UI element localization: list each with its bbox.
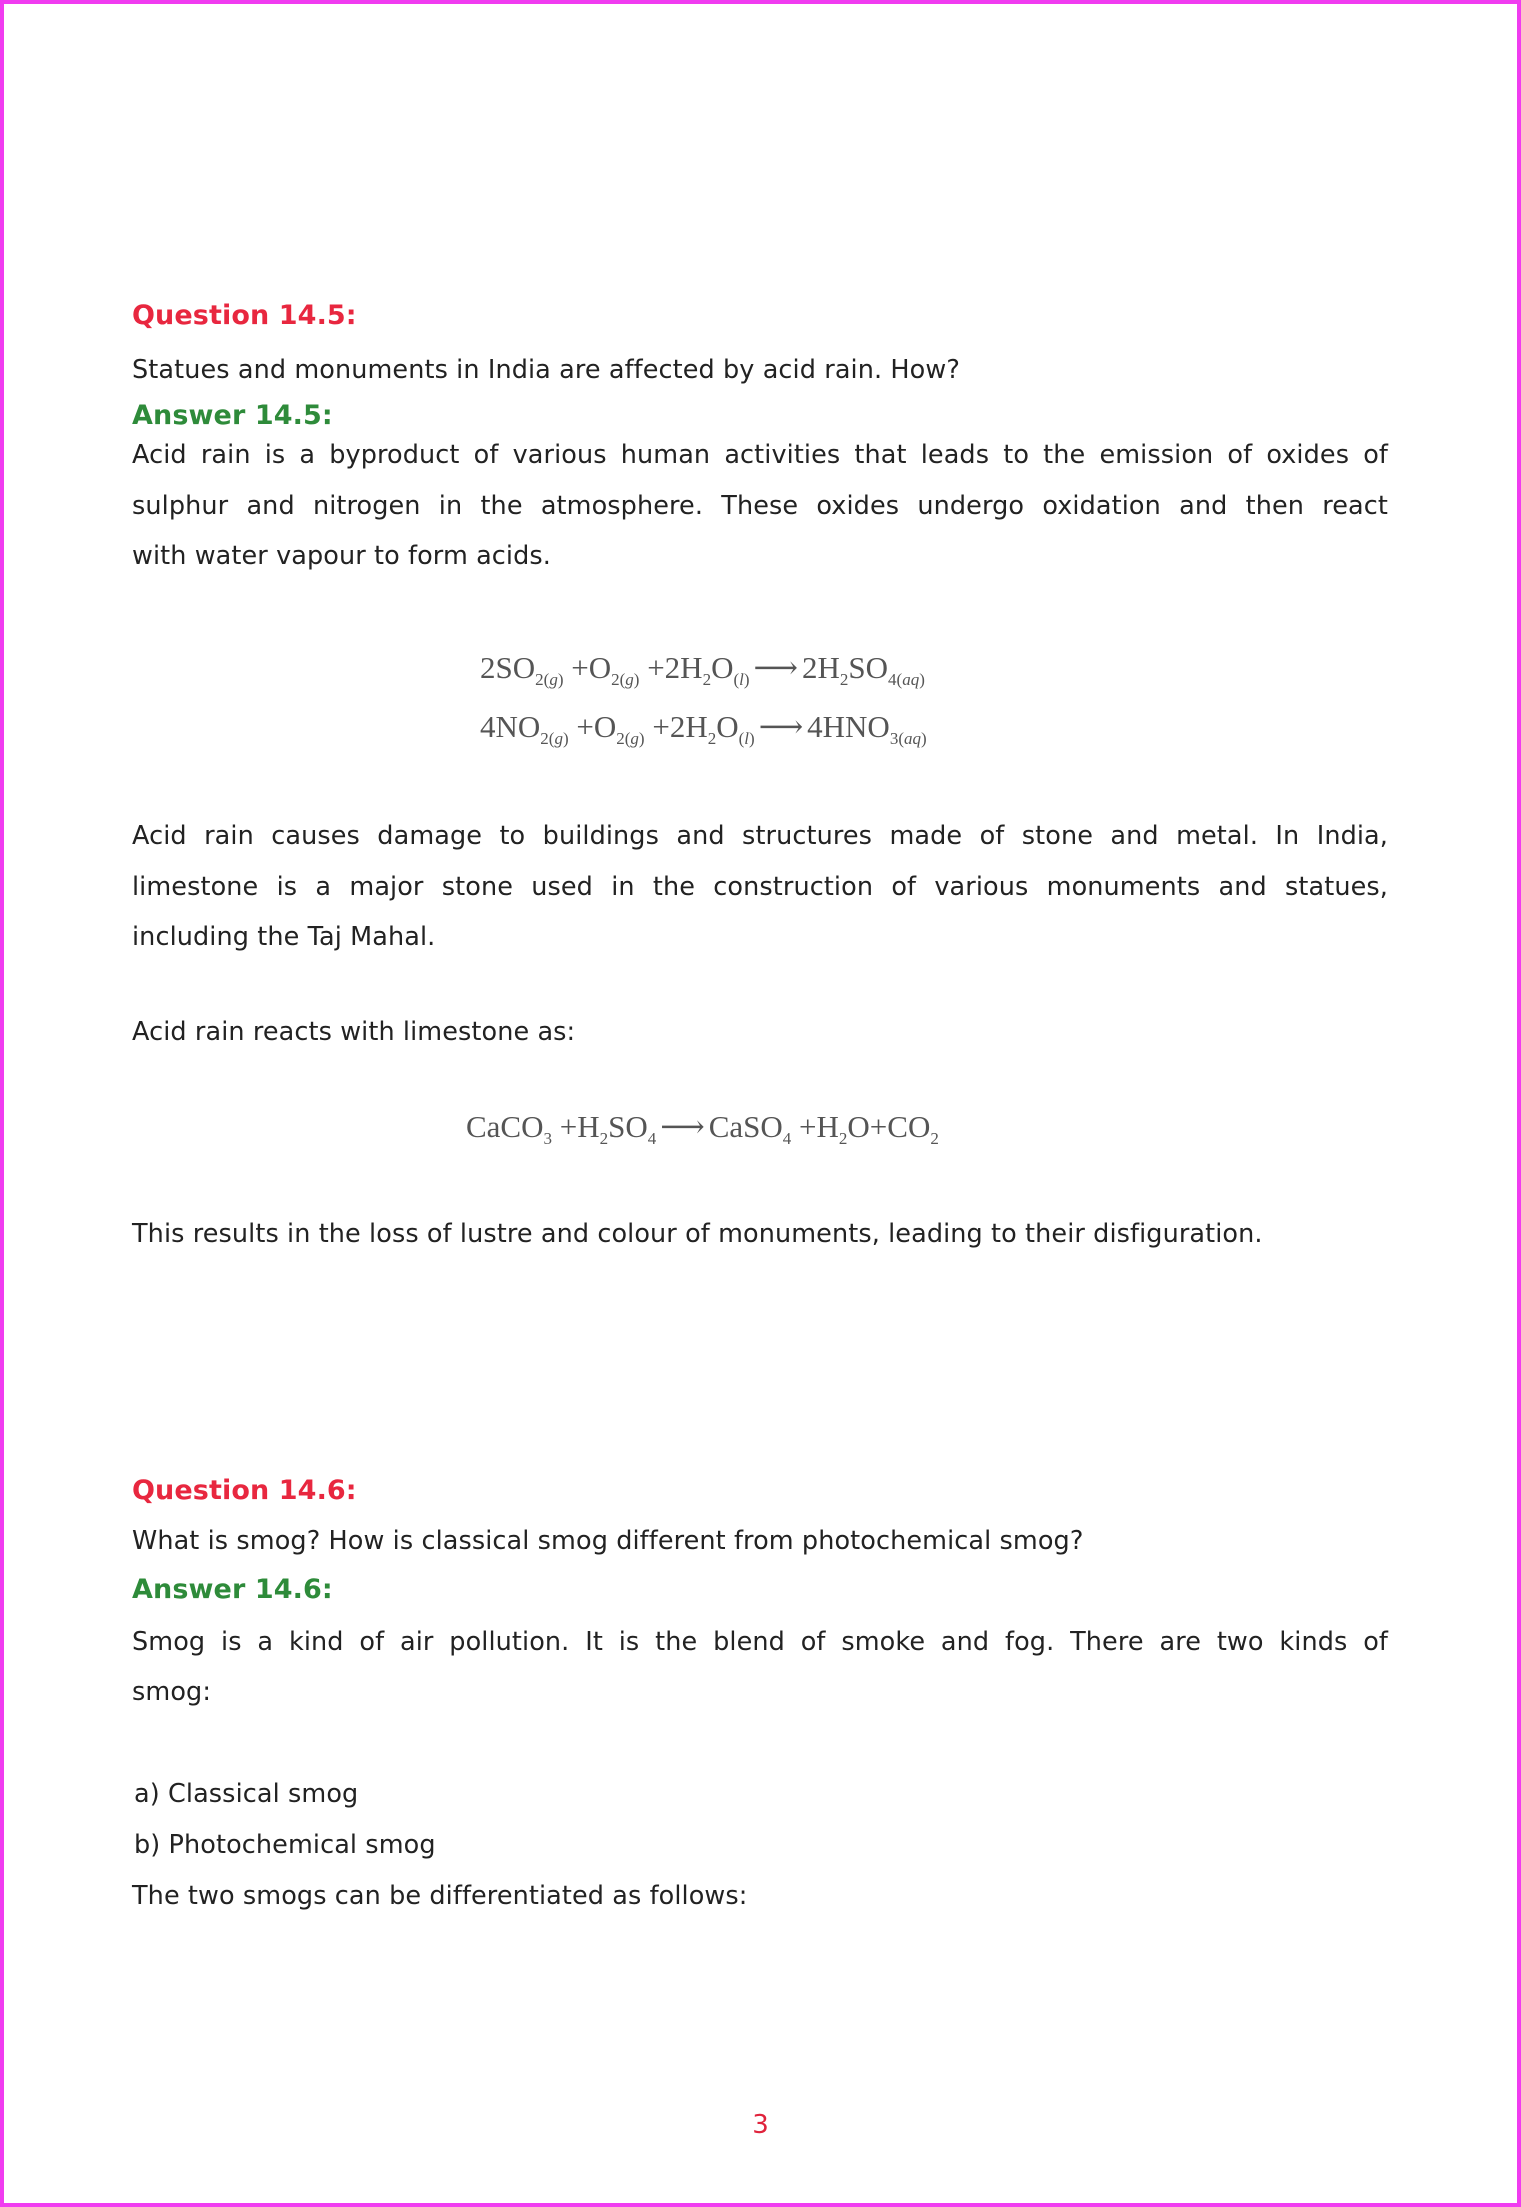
paragraph-line: with water vapour to form acids. (132, 541, 551, 571)
paragraph-text: Acid rain reacts with limestone as: (132, 1017, 576, 1047)
question-heading: Question 14.6: (132, 1475, 357, 1506)
question-text: What is smog? How is classical smog different from photochemical smog? (132, 1526, 1084, 1556)
paragraph-line: smog: (132, 1677, 212, 1707)
paragraph-line: Acid rain causes damage to buildings and structures made of stone and metal. In India, (132, 821, 1388, 851)
reaction-arrow-icon: ⟶ (753, 650, 798, 685)
chemical-equation-so2: $2SO_{2(g)} +O_{2(g)} +2H_2O_{(l)}$ ⟶ $2H_2SO_{4(aq)}$ (480, 650, 925, 689)
paragraph-line: limestone is a major stone used in the construction of various monuments and statues, (132, 872, 1388, 902)
list-item: b) Photochemical smog (134, 1830, 436, 1860)
paragraph-line: Smog is a kind of air pollution. It is the blend of smoke and fog. There are two kinds of (132, 1627, 1388, 1657)
answer-heading: Answer 14.5: (132, 400, 333, 431)
page-number: 3 (752, 2110, 769, 2140)
chemical-equation-limestone: CaCO$_3$ $+H_2SO_4$ ⟶ CaSO$_4$ $+H_2O+CO_2$ (466, 1109, 939, 1148)
answer-heading: Answer 14.6: (132, 1574, 333, 1605)
reaction-arrow-icon: ⟶ (758, 709, 804, 744)
chemical-equation-no2: $4NO_{2(g)} +O_{2(g)} +2H_2O_{(l)}$ ⟶ $4HNO_{3(aq)}$ (480, 709, 927, 748)
reaction-arrow-icon: ⟶ (660, 1109, 705, 1144)
paragraph-line: Acid rain is a byproduct of various human activities that leads to the emission of oxides of (132, 440, 1388, 470)
question-text: Statues and monuments in India are affected by acid rain. How? (132, 355, 960, 385)
list-item: a) Classical smog (134, 1779, 359, 1809)
closing-text: The two smogs can be differentiated as follows: (132, 1881, 748, 1911)
question-heading: Question 14.5: (132, 300, 357, 331)
paragraph-line: sulphur and nitrogen in the atmosphere. These oxides undergo oxidation and then react (132, 491, 1388, 521)
conclusion-text: This results in the loss of lustre and colour of monuments, leading to their disfiguration. (132, 1219, 1263, 1249)
paragraph-line: including the Taj Mahal. (132, 922, 436, 952)
